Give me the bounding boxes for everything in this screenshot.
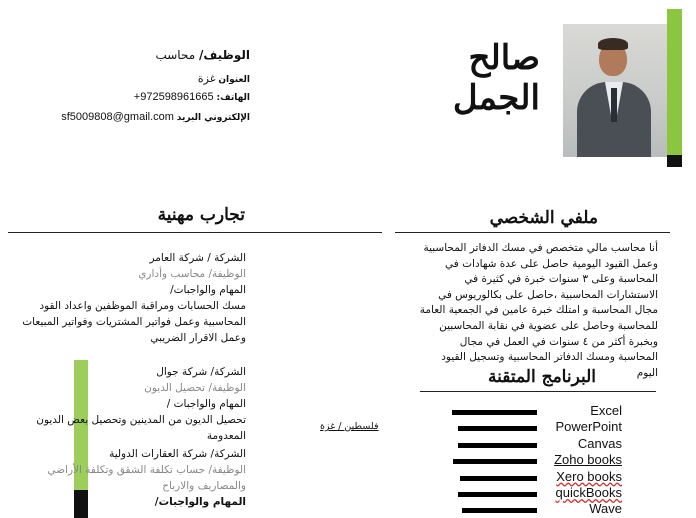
- skill-name: Excel: [590, 403, 622, 418]
- experience-company: الشركة/ شركة جوال: [156, 366, 246, 378]
- accent-bar-top: [667, 9, 682, 167]
- location-text: فلسطين / غزة: [320, 421, 379, 432]
- job-line: [150, 48, 250, 62]
- address-value: غزة: [197, 73, 216, 85]
- experience-position: الوظيفة/ محاسب وأداري: [138, 268, 246, 280]
- skill-level-fill: [462, 508, 537, 513]
- photo-tie: [611, 88, 617, 122]
- skill-name: Xero books: [556, 468, 622, 484]
- experience-item: [10, 446, 246, 510]
- experience-position: الوظيفة/ حساب تكلفة الشقق وتكلفة الأراضي والمصاريف والارباح: [47, 464, 246, 492]
- experience-duties-label: المهام والواجبات /: [166, 398, 246, 410]
- job-label: الوظيف/: [198, 48, 250, 62]
- phone-label: الهاتف:: [216, 93, 250, 103]
- experience-duties-label: المهام والواجبات/: [170, 284, 246, 296]
- profile-heading: ملفي الشخصي: [489, 208, 598, 228]
- experience-heading: تجارب مهنية: [157, 205, 245, 225]
- profile-divider: [395, 232, 670, 233]
- skill-level-fill: [458, 426, 537, 431]
- experience-position: الوظيفة/ تحصيل الديون: [144, 382, 246, 394]
- skill-level-bar: [448, 409, 538, 416]
- address-line: [150, 72, 250, 85]
- experience-duties: تحصيل الديون من المدينين وتحصيل بعض الديون المعدومة: [36, 414, 246, 442]
- experience-company: الشركة / شركة العامر: [149, 252, 246, 264]
- profile-text: أنا محاسب مالي متخصص في مسك الدفاتر المحاسبية وعمل القيود اليومية حاصل على عدة شهادات في المحاسبة وعلى ٣ سنوات خبرة في كثيرة في الاستشارات المحاسبية ،حاصل على بكالوريوس في مجال المحاسبة و امتلك خبرة عامين في الجمعية العامة للمحاسبة وحاصل على عضوية في نقابة المحاسبين وبخبرة أكثر من ٤ سنوات في العمل في مجال المحاسبة ومسك الدفاتر المحاسبية وتسجيل القيود اليوم: [419, 242, 658, 379]
- candidate-name: صالح الجمل: [452, 38, 540, 118]
- phone-line: [133, 91, 250, 103]
- experience-divider: [8, 232, 382, 233]
- skill-level-fill: [453, 459, 537, 464]
- experience-item: [10, 364, 246, 444]
- skill-level-bar: [448, 507, 538, 514]
- experience-duties-label: المهام والواجبات/: [154, 496, 246, 508]
- skill-name: Zoho books: [554, 452, 622, 468]
- experience-item: [10, 250, 246, 346]
- email-line: [61, 111, 250, 123]
- skill-level-bar: [448, 491, 538, 498]
- skill-bars: [448, 409, 538, 518]
- skill-name: PowerPoint: [555, 419, 622, 435]
- job-value: محاسب: [155, 48, 196, 62]
- skill-level-bar: [448, 442, 538, 449]
- skill-level-fill: [458, 492, 537, 497]
- phone-value: +972598961665: [133, 91, 214, 103]
- skill-level-fill: [460, 476, 537, 481]
- skills-divider: [420, 391, 656, 392]
- skill-name: quickBooks: [555, 484, 622, 500]
- email-value[interactable]: sf5009808@gmail.com: [61, 111, 174, 123]
- photo-hair: [598, 38, 628, 50]
- address-label: العنوان: [218, 75, 250, 85]
- profile-photo: [563, 24, 667, 157]
- skills-heading: البرنامج المتقنة: [487, 367, 596, 387]
- skill-name: Wave: [589, 501, 622, 517]
- experience-duties: مسك الحسابات ومراقبة الموظفين واعداد القود المحاسبية وعمل فواتير المشتريات وفواتير المبيعات وعمل الاقرار الضريبي: [22, 300, 246, 344]
- skill-level-bar: [448, 425, 538, 432]
- skill-name: Canvas: [577, 435, 622, 451]
- skill-level-bar: [448, 475, 538, 482]
- accent-bar-top-end: [667, 155, 682, 167]
- skill-level-fill: [452, 410, 537, 415]
- skills-list: [540, 403, 622, 518]
- skill-level-bar: [448, 458, 538, 465]
- email-label: الإلكتروني البريد: [176, 113, 250, 123]
- skill-level-fill: [458, 443, 537, 448]
- experience-company: الشركة/ شركة العقارات الدولية: [109, 448, 246, 460]
